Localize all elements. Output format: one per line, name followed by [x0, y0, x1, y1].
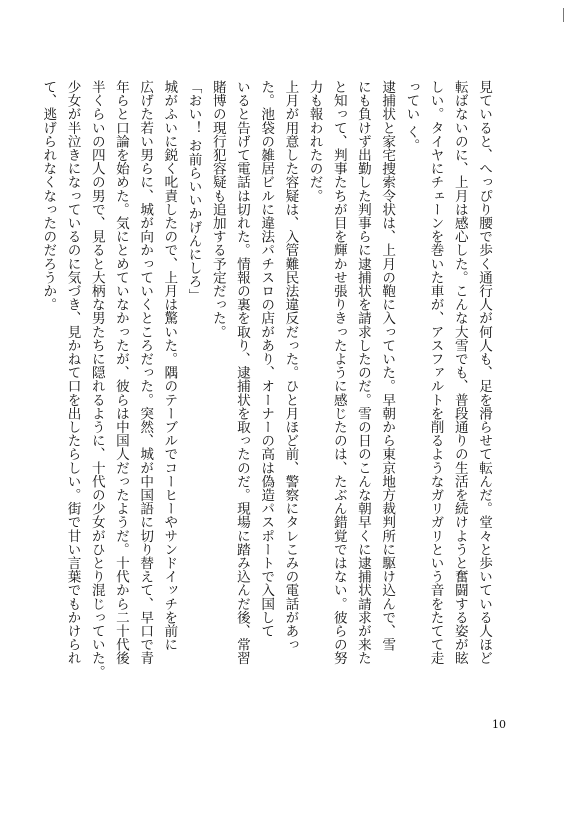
- text-line: 少女が半泣きになっているのに気づき、見かねて口を出したらしい。街で甘い言葉でもかけられ: [64, 80, 81, 665]
- text-line: て、逃げられなくなったのだろうか。: [40, 80, 57, 312]
- text-line: 逮捕状と家宅捜索令状は、上月の鞄に入っていた。早朝から東京地方裁判所に駆け込んで、雪: [379, 80, 396, 652]
- text-line: 上月が用意した容疑は、入管難民法違反だった。ひと月ほど前、警察にタレこみの電話があっ: [282, 80, 299, 652]
- text-line: と知って、判事たちが目を輝かせ張りきったように感じたのは、たぶん錯覚ではない。彼らの努: [330, 80, 347, 665]
- text-line: 「おい！ お前らいいかげんにしろ」: [185, 80, 202, 302]
- text-line: にも負けず出勤した判事らに逮捕状を請求したのだ。雪の日のこんな朝早くに逮捕状請求が来た: [354, 80, 371, 665]
- text-line: いると告げて電話は切れた。情報の裏を取り、逮捕状を取ったのだ。現場に踏み込んだ後、常習: [233, 80, 250, 665]
- text-line: 力も報われたのだ。: [306, 80, 323, 203]
- text-line: 転ばないのに、上月は感心した。こんな大雪でも、普段通りの生活を続けようと奮闘する姿が眩: [451, 80, 468, 665]
- text-line: 年らと口論を始めた。気にとめていなかったが、彼らは中国人だったようだ。十代から二十代後: [112, 80, 129, 665]
- page-number: 10: [492, 718, 506, 731]
- text-line: 賭博の現行犯容疑も追加する予定だった。: [209, 80, 226, 339]
- vertical-text-block: [36, 80, 496, 679]
- text-line: しい。タイヤにチェーンを巻いた車が、アスファルトを削るようなガリガリという音をたてて走: [427, 80, 444, 665]
- corner-mark: [563, 8, 564, 22]
- text-line: た。池袋の雑居ビルに違法パチスロの店があり、オーナーの高は偽造パスポートで入国して: [258, 80, 275, 638]
- text-line: 城がふいに鋭く叱責したので、上月は驚いた。隅のテーブルでコーヒーやサンドイッチを前に: [161, 80, 178, 652]
- text-line: 半くらいの四人の男で、見ると大柄な男たちに隠れるように、十代の少女がひとり混じっていた。: [88, 80, 105, 679]
- text-line: ってい く。: [403, 80, 420, 153]
- text-line: 見ていると、へっぴり腰で歩く通行人が何人も、足を滑らせて転んだ。堂々と歩いている人ほど: [476, 80, 492, 665]
- text-line: 広げた若い男らに、城が向かっていくところだった。突然、城が中国語に切り替えて、早口で青: [137, 80, 154, 665]
